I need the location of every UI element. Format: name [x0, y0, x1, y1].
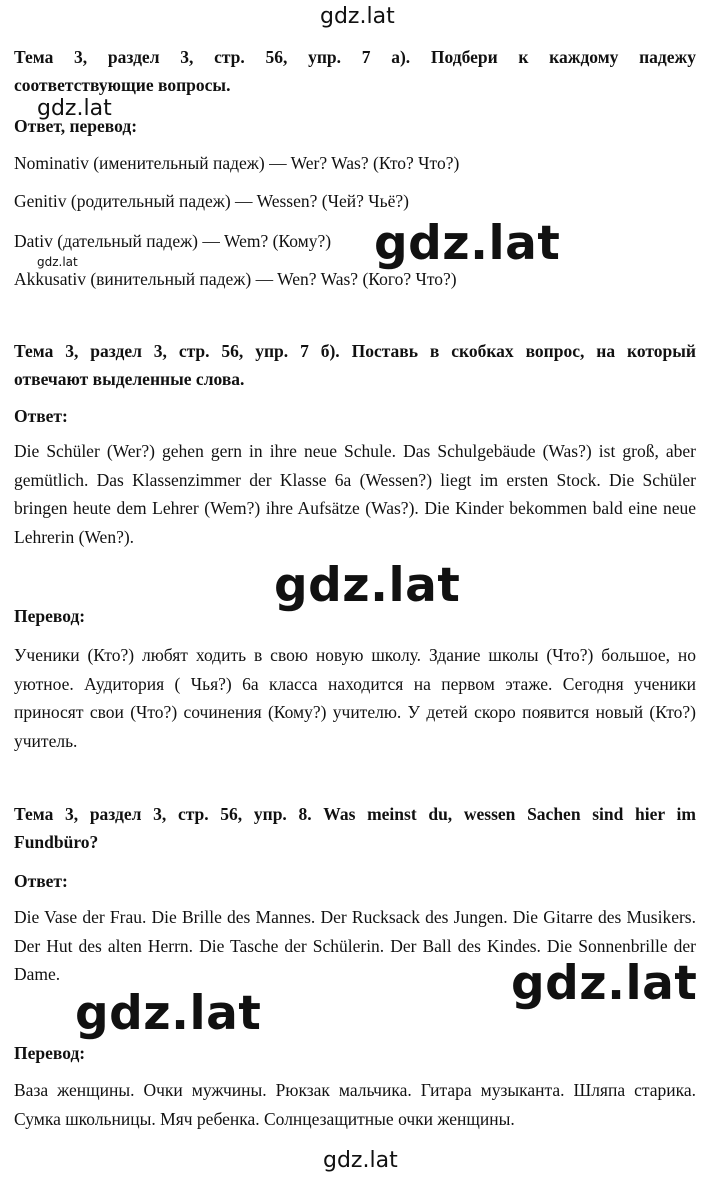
section2-translation-label: Перевод:: [14, 606, 86, 626]
section1-header-line2: соответствующие вопросы.: [14, 75, 231, 95]
section2-answer-text: Die Schüler (Wer?) gehen gern in ihre neue Schule. Das Schulgebäude (Was?) ist groß, aber gemütlich. Das Klassenzimmer der Klasse 6a (Wessen?) liegt im ersten Stock. Die Schüler bringen heute dem Lehrer (Wem?) ihre Aufsätze (Was?). Die Kinder bekommen bald eine neue Lehrerin (Wen?).: [14, 441, 696, 547]
section3-answer-text: Die Vase der Frau. Die Brille des Mannes. Der Rucksack des Jungen. Die Gitarre des Musikers. Der Hut des alten Herrn. Die Tasche der Schülerin. Der Ball des Kindes. Die Sonnenbrille der Dame.: [14, 907, 696, 984]
section3-answer-label: Ответ:: [14, 871, 68, 891]
case-akkusativ: Akkusativ (винительный падеж) — Wen? Was? (Кого? Что?): [14, 269, 457, 289]
section3-header-line2: Fundbüro?: [14, 832, 99, 852]
watermark-big-3: gdz.lat: [511, 956, 698, 1011]
section3-header-line1: Тема 3, раздел 3, стр. 56, упр. 8. Was meinst du, wessen Sachen sind hier im: [14, 804, 696, 824]
case-dativ: Dativ (дательный падеж) — Wem? (Кому?): [14, 231, 332, 251]
watermark-big-1: gdz.lat: [374, 216, 561, 271]
watermark-top: gdz.lat: [320, 4, 395, 29]
watermark-below-header: gdz.lat: [37, 96, 112, 121]
section1-header-line1: Тема 3, раздел 3, стр. 56, упр. 7 а). Подбери к каждому падежу: [14, 47, 696, 67]
section3-translation-text: Ваза женщины. Очки мужчины. Рюкзак мальчика. Гитара музыканта. Шляпа старика. Сумка школьницы. Мяч ребенка. Солнцезащитные очки женщины.: [14, 1080, 696, 1129]
watermark-bottom: gdz.lat: [323, 1148, 398, 1173]
watermark-big-4: gdz.lat: [75, 986, 262, 1041]
section3-translation-label: Перевод:: [14, 1043, 86, 1063]
section1-answer-label: Ответ, перевод:: [14, 116, 138, 136]
section2-answer-label: Ответ:: [14, 406, 68, 426]
case-nominativ: Nominativ (именительный падеж) — Wer? Was? (Кто? Что?): [14, 153, 460, 173]
watermark-tiny: gdz.lat: [37, 255, 78, 269]
section2-translation-text: Ученики (Кто?) любят ходить в свою новую школу. Здание школы (Что?) большое, но уютное. Аудитория ( Чья?) 6а класса находится на первом этаже. Сегодня ученики приносят свои (Что?) сочинения (Кому?) учителю. У детей скоро появится новый (Кто?) учитель.: [14, 645, 696, 751]
section2-header-line1: Тема 3, раздел 3, стр. 56, упр. 7 б). Поставь в скобках вопрос, на который: [14, 341, 696, 361]
watermark-big-2: gdz.lat: [274, 558, 461, 613]
section2-header-line2: отвечают выделенные слова.: [14, 369, 245, 389]
case-genitiv: Genitiv (родительный падеж) — Wessen? (Чей? Чьё?): [14, 191, 409, 211]
